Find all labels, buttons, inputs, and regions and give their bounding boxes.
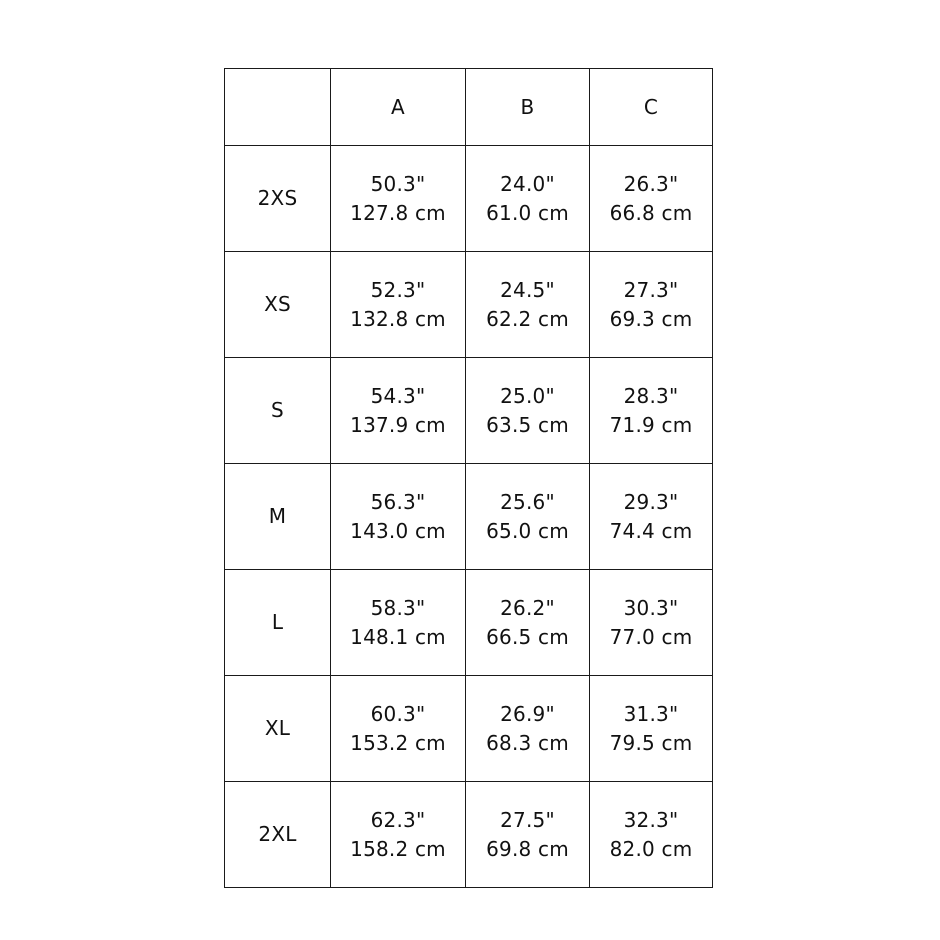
size-label-cell: M: [225, 464, 331, 570]
cm-value: 62.2 cm: [486, 306, 569, 331]
cm-value: 143.0 cm: [350, 518, 446, 543]
measurement-cell: [466, 464, 590, 570]
inch-value: 26.9": [500, 701, 555, 726]
cm-value: 132.8 cm: [350, 306, 446, 331]
cm-value: 77.0 cm: [609, 624, 693, 649]
inch-value: 62.3": [370, 807, 426, 832]
size-label-cell: 2XL: [225, 782, 331, 888]
inch-value: 24.0": [500, 171, 555, 196]
table-row: [225, 782, 713, 888]
header-cell-b: B: [466, 69, 590, 146]
cm-value: 158.2 cm: [350, 836, 446, 861]
measurement-cell: [331, 358, 466, 464]
measurement-cell: [590, 570, 713, 676]
table-row: [225, 464, 713, 570]
cm-value: 74.4 cm: [609, 518, 693, 543]
cm-value: 71.9 cm: [609, 412, 693, 437]
inch-value: 27.3": [623, 277, 679, 302]
cm-value: 79.5 cm: [609, 730, 693, 755]
inch-value: 58.3": [370, 595, 426, 620]
inch-value: 50.3": [370, 171, 426, 196]
measurement-cell: [590, 782, 713, 888]
inch-value: 54.3": [370, 383, 426, 408]
measurement-cell: [331, 146, 466, 252]
measurement-cell: [590, 464, 713, 570]
inch-value: 27.5": [500, 807, 555, 832]
cm-value: 65.0 cm: [486, 518, 569, 543]
cm-value: 69.3 cm: [609, 306, 693, 331]
measurement-cell: [466, 146, 590, 252]
size-label-cell: 2XS: [225, 146, 331, 252]
inch-value: 52.3": [370, 277, 426, 302]
cm-value: 148.1 cm: [350, 624, 446, 649]
header-cell-size: [225, 69, 331, 146]
inch-value: 25.6": [500, 489, 555, 514]
measurement-cell: [466, 676, 590, 782]
table-row: [225, 358, 713, 464]
measurement-cell: [466, 782, 590, 888]
measurement-cell: [466, 358, 590, 464]
cm-value: 137.9 cm: [350, 412, 446, 437]
measurement-cell: [331, 676, 466, 782]
header-cell-a: A: [331, 69, 466, 146]
cm-value: 66.8 cm: [609, 200, 693, 225]
cm-value: 153.2 cm: [350, 730, 446, 755]
inch-value: 26.3": [623, 171, 679, 196]
measurement-cell: [466, 252, 590, 358]
size-label-cell: XL: [225, 676, 331, 782]
size-label-cell: XS: [225, 252, 331, 358]
table-row: [225, 146, 713, 252]
measurement-cell: [466, 570, 590, 676]
cm-value: 82.0 cm: [609, 836, 693, 861]
inch-value: 60.3": [370, 701, 426, 726]
size-label-cell: S: [225, 358, 331, 464]
cm-value: 63.5 cm: [486, 412, 569, 437]
header-row: [225, 69, 713, 146]
table-row: [225, 676, 713, 782]
cm-value: 66.5 cm: [486, 624, 569, 649]
measurement-cell: [331, 252, 466, 358]
inch-value: 31.3": [623, 701, 679, 726]
size-label-cell: L: [225, 570, 331, 676]
size-chart-table: [224, 68, 713, 888]
inch-value: 28.3": [623, 383, 679, 408]
table-row: [225, 570, 713, 676]
measurement-cell: [590, 676, 713, 782]
table-row: [225, 252, 713, 358]
cm-value: 61.0 cm: [486, 200, 569, 225]
inch-value: 26.2": [500, 595, 555, 620]
inch-value: 30.3": [623, 595, 679, 620]
measurement-cell: [331, 782, 466, 888]
measurement-cell: [331, 570, 466, 676]
inch-value: 32.3": [623, 807, 679, 832]
measurement-cell: [590, 146, 713, 252]
inch-value: 24.5": [500, 277, 555, 302]
measurement-cell: [331, 464, 466, 570]
inch-value: 25.0": [500, 383, 555, 408]
table-body: [225, 69, 713, 888]
cm-value: 69.8 cm: [486, 836, 569, 861]
cm-value: 127.8 cm: [350, 200, 446, 225]
header-cell-c: C: [590, 69, 713, 146]
inch-value: 29.3": [623, 489, 679, 514]
cm-value: 68.3 cm: [486, 730, 569, 755]
measurement-cell: [590, 358, 713, 464]
inch-value: 56.3": [370, 489, 426, 514]
measurement-cell: [590, 252, 713, 358]
